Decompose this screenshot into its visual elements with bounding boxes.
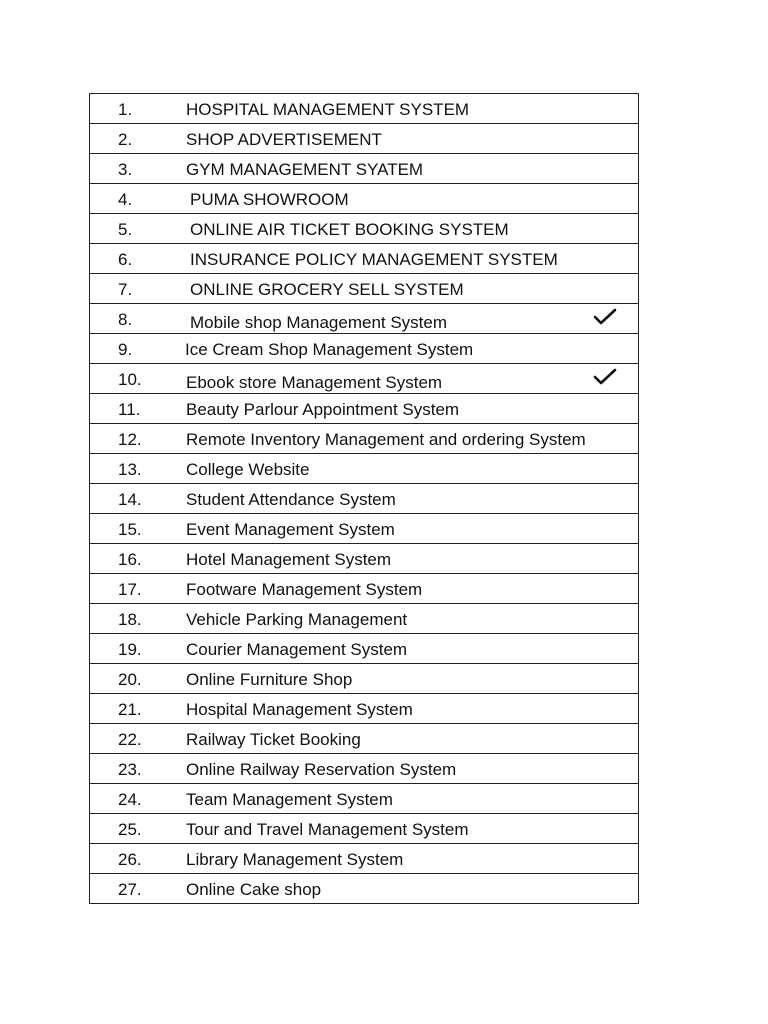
- row-number: 10.: [118, 370, 142, 389]
- row-number: 25.: [118, 820, 142, 839]
- project-title: Ice Cream Shop Management System: [185, 340, 474, 359]
- table-row: [90, 843, 638, 873]
- table-row: [90, 273, 638, 303]
- table-row: [90, 303, 638, 333]
- row-number: 18.: [118, 610, 142, 629]
- project-title: Online Furniture Shop: [186, 670, 353, 689]
- row-number: 5.: [118, 220, 133, 239]
- row-number: 8.: [118, 310, 133, 329]
- table-row: [90, 603, 638, 633]
- row-number: 13.: [118, 460, 142, 479]
- project-title: Team Management System: [186, 790, 393, 809]
- table-row: [90, 573, 638, 603]
- row-number: 27.: [118, 880, 142, 899]
- project-title: Courier Management System: [186, 640, 408, 659]
- row-number: 9.: [118, 340, 133, 359]
- project-title: Student Attendance System: [186, 490, 396, 509]
- row-number: 2.: [118, 130, 133, 149]
- project-title: Hospital Management System: [186, 700, 413, 719]
- project-list-table: [89, 93, 639, 904]
- row-number: 23.: [118, 760, 142, 779]
- table-row: [90, 813, 638, 843]
- table-row: [90, 483, 638, 513]
- project-title: Vehicle Parking Management: [186, 610, 408, 629]
- project-title: Online Cake shop: [186, 880, 322, 899]
- table-row: [90, 94, 638, 123]
- table-row: [90, 393, 638, 423]
- table-row: [90, 363, 638, 393]
- table-row: [90, 783, 638, 813]
- row-number: 16.: [118, 550, 142, 569]
- row-number: 19.: [118, 640, 142, 659]
- row-number: 1.: [118, 100, 133, 119]
- project-title: Mobile shop Management System: [190, 313, 448, 332]
- project-title: Event Management System: [186, 520, 395, 539]
- project-title: ONLINE GROCERY SELL SYSTEM: [190, 280, 464, 299]
- row-number: 12.: [118, 430, 142, 449]
- table-row: [90, 723, 638, 753]
- project-title: Railway Ticket Booking: [186, 730, 361, 749]
- row-number: 20.: [118, 670, 142, 689]
- project-title: Library Management System: [186, 850, 404, 869]
- project-title: Beauty Parlour Appointment System: [186, 400, 460, 419]
- project-title: College Website: [186, 460, 310, 479]
- project-title: ONLINE AIR TICKET BOOKING SYSTEM: [190, 220, 509, 239]
- row-number: 11.: [118, 400, 141, 419]
- table-row: [90, 333, 638, 363]
- project-title: Tour and Travel Management System: [186, 820, 469, 839]
- row-number: 6.: [118, 250, 133, 269]
- project-title: Footware Management System: [186, 580, 423, 599]
- row-number: 4.: [118, 190, 133, 209]
- table-row: [90, 873, 638, 903]
- row-number: 7.: [118, 280, 133, 299]
- table-row: [90, 693, 638, 723]
- project-title: SHOP ADVERTISEMENT: [186, 130, 382, 149]
- project-title: GYM MANAGEMENT SYATEM: [186, 160, 424, 179]
- project-title: HOSPITAL MANAGEMENT SYSTEM: [186, 100, 470, 119]
- row-number: 24.: [118, 790, 142, 809]
- table-row: [90, 243, 638, 273]
- checkmark-icon: [592, 366, 618, 388]
- table-row: [90, 213, 638, 243]
- table-row: [90, 513, 638, 543]
- row-number: 21.: [118, 700, 142, 719]
- row-number: 14.: [118, 490, 142, 509]
- checkmark-icon: [592, 306, 618, 328]
- table-row: [90, 633, 638, 663]
- row-number: 17.: [118, 580, 142, 599]
- project-title: INSURANCE POLICY MANAGEMENT SYSTEM: [190, 250, 558, 269]
- table-row: [90, 153, 638, 183]
- row-number: 26.: [118, 850, 142, 869]
- table-row: [90, 123, 638, 153]
- table-row: [90, 543, 638, 573]
- project-title: Ebook store Management System: [186, 373, 443, 392]
- table-row: [90, 753, 638, 783]
- project-title: PUMA SHOWROOM: [190, 190, 349, 209]
- project-title: Remote Inventory Management and ordering System: [186, 430, 586, 449]
- table-row: [90, 663, 638, 693]
- row-number: 15.: [118, 520, 142, 539]
- table-row: [90, 453, 638, 483]
- row-number: 3.: [118, 160, 133, 179]
- project-title: Online Railway Reservation System: [186, 760, 457, 779]
- row-number: 22.: [118, 730, 142, 749]
- table-row: [90, 423, 638, 453]
- project-title: Hotel Management System: [186, 550, 392, 569]
- table-row: [90, 183, 638, 213]
